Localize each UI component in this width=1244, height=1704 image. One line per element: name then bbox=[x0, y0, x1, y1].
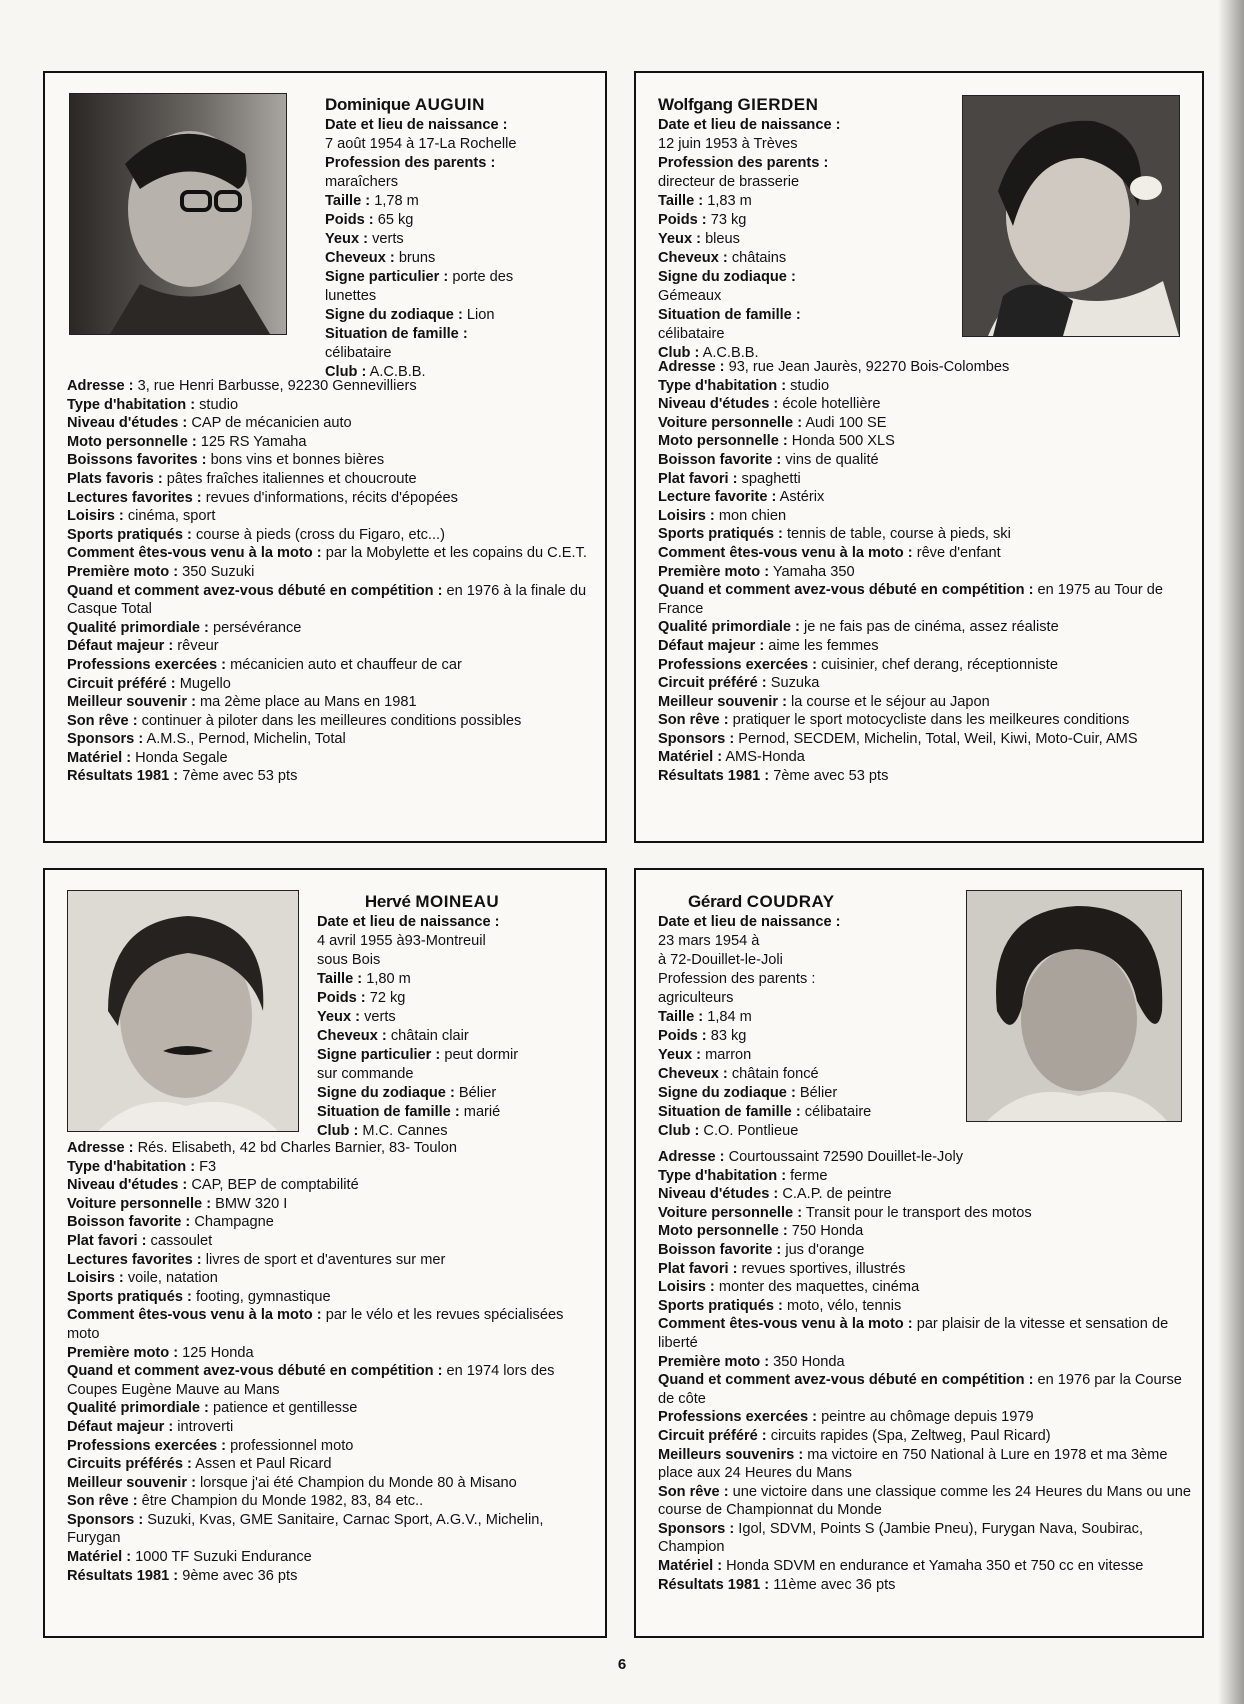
detail-field: Défaut majeur : rêveur bbox=[67, 638, 219, 655]
header-field: 4 avril 1955 à93-Montreuil bbox=[317, 933, 486, 949]
header-field: Club : A.C.B.B. bbox=[325, 364, 426, 380]
detail-field: Sports pratiqués : tennis de table, course à pieds, ski bbox=[658, 526, 1011, 543]
header-field: Date et lieu de naissance : bbox=[325, 117, 508, 133]
header-field: Club : M.C. Cannes bbox=[317, 1123, 448, 1139]
rider-card-coudray bbox=[634, 868, 1204, 1638]
rider-name bbox=[317, 892, 587, 912]
header-field: Signe du zodiaque : bbox=[658, 269, 796, 285]
rider-header bbox=[317, 892, 587, 1141]
detail-field: Sponsors : A.M.S., Pernod, Michelin, Total bbox=[67, 731, 346, 748]
page-number: 6 bbox=[617, 1656, 627, 1673]
rider-details bbox=[658, 1148, 1193, 1594]
detail-field: Première moto : 125 Honda bbox=[67, 1344, 254, 1361]
rider-photo bbox=[69, 93, 287, 335]
detail-field: Matériel : Honda Segale bbox=[67, 749, 228, 766]
detail-field: Niveau d'études : CAP de mécanicien auto bbox=[67, 415, 352, 432]
header-field: Profession des parents : bbox=[658, 155, 829, 171]
detail-field: Boisson favorite : jus d'orange bbox=[658, 1241, 865, 1258]
detail-field: Première moto : 350 Suzuki bbox=[67, 563, 255, 580]
detail-field: Loisirs : voile, natation bbox=[67, 1270, 218, 1287]
detail-field: Comment êtes-vous venu à la moto : par le vélo et les revues spécialisées moto bbox=[67, 1307, 564, 1342]
rider-card-moineau bbox=[43, 868, 607, 1638]
last-name: AUGUIN bbox=[414, 95, 485, 114]
detail-field: Son rêve : pratiquer le sport motocycliste dans les meilkeures conditions bbox=[658, 712, 1130, 729]
detail-field: Son rêve : continuer à piloter dans les meilleures conditions possibles bbox=[67, 712, 522, 729]
header-field: Poids : 72 kg bbox=[317, 990, 406, 1006]
rider-name bbox=[658, 95, 948, 115]
header-field: Signe particulier : porte des bbox=[325, 269, 514, 285]
detail-field: Voiture personnelle : Transit pour le transport des motos bbox=[658, 1204, 1032, 1221]
rider-photo bbox=[966, 890, 1182, 1122]
first-name: Gérard bbox=[688, 892, 742, 911]
header-field: Yeux : verts bbox=[325, 231, 404, 247]
detail-field: Défaut majeur : introverti bbox=[67, 1418, 234, 1435]
detail-field: Matériel : 1000 TF Suzuki Endurance bbox=[67, 1549, 312, 1566]
detail-field: Meilleur souvenir : la course et le séjour au Japon bbox=[658, 693, 990, 710]
detail-field: Qualité primordiale : je ne fais pas de cinéma, assez réaliste bbox=[658, 619, 1059, 636]
detail-field: Type d'habitation : ferme bbox=[658, 1167, 828, 1184]
header-field: Taille : 1,80 m bbox=[317, 971, 411, 987]
header-field: Yeux : verts bbox=[317, 1009, 396, 1025]
detail-field: Meilleurs souvenirs : ma victoire en 750 National à Lure en 1978 et ma 3ème place aux 24 Heures du Mans bbox=[658, 1446, 1168, 1482]
header-field: lunettes bbox=[325, 288, 377, 304]
detail-field: Quand et comment avez-vous débuté en compétition : en 1974 lors des Coupes Eugène Mauve au Mans bbox=[67, 1363, 555, 1398]
page-binding-shadow bbox=[1218, 0, 1244, 1704]
detail-field: Sports pratiqués : course à pieds (cross du Figaro, etc...) bbox=[67, 526, 445, 543]
header-field: 7 août 1954 à 17-La Rochelle bbox=[325, 136, 517, 152]
detail-field: Défaut majeur : aime les femmes bbox=[658, 637, 879, 654]
detail-field: Adresse : Rés. Elisabeth, 42 bd Charles Barnier, 83- Toulon bbox=[67, 1140, 457, 1156]
detail-field: Matériel : Honda SDVM en endurance et Yamaha 350 et 750 cc en vitesse bbox=[658, 1558, 1144, 1575]
header-field: maraîchers bbox=[325, 174, 398, 190]
header-field: Club : C.O. Pontlieue bbox=[658, 1123, 799, 1139]
header-field: agriculteurs bbox=[658, 990, 734, 1006]
detail-field: Qualité primordiale : patience et gentillesse bbox=[67, 1400, 358, 1417]
header-field: Situation de famille : bbox=[658, 307, 801, 323]
detail-field: Adresse : Courtoussaint 72590 Douillet-le-Joly bbox=[658, 1149, 964, 1165]
rider-header bbox=[325, 95, 595, 382]
header-field: célibataire bbox=[325, 345, 392, 361]
header-field: Cheveux : bruns bbox=[325, 250, 436, 266]
header-field: Taille : 1,78 m bbox=[325, 193, 419, 209]
detail-field: Son rêve : une victoire dans une classique comme les 24 Heures du Mans ou une course de Championnat du Monde bbox=[658, 1483, 1191, 1519]
detail-field: Sponsors : Pernod, SECDEM, Michelin, Total, Weil, Kiwi, Moto-Cuir, AMS bbox=[658, 730, 1138, 747]
first-name: Dominique bbox=[325, 95, 411, 114]
header-field: Poids : 83 kg bbox=[658, 1028, 747, 1044]
header-field: Gémeaux bbox=[658, 288, 722, 304]
header-field: Cheveux : châtains bbox=[658, 250, 787, 266]
detail-field: Type d'habitation : studio bbox=[658, 377, 830, 394]
header-field: Cheveux : châtain clair bbox=[317, 1028, 469, 1044]
rider-header bbox=[658, 892, 938, 1141]
detail-field: Niveau d'études : C.A.P. de peintre bbox=[658, 1186, 892, 1203]
detail-field: Meilleur souvenir : ma 2ème place au Mans en 1981 bbox=[67, 694, 417, 711]
detail-field: Première moto : 350 Honda bbox=[658, 1353, 845, 1370]
detail-field: Sports pratiqués : moto, vélo, tennis bbox=[658, 1297, 902, 1314]
header-field: Date et lieu de naissance : bbox=[658, 914, 841, 930]
detail-field: Circuits préférés : Assen et Paul Ricard bbox=[67, 1456, 332, 1473]
detail-field: Boisson favorite : Champagne bbox=[67, 1214, 274, 1231]
detail-field: Niveau d'études : école hotellière bbox=[658, 396, 881, 413]
header-field: à 72-Douillet-le-Joli bbox=[658, 952, 783, 968]
rider-name bbox=[325, 95, 595, 115]
header-field: sous Bois bbox=[317, 952, 381, 968]
detail-field: Circuit préféré : Mugello bbox=[67, 675, 231, 692]
rider-card-auguin bbox=[43, 71, 607, 843]
rider-header bbox=[658, 95, 948, 363]
detail-field: Loisirs : cinéma, sport bbox=[67, 508, 216, 525]
header-field: Profession des parents : bbox=[658, 971, 816, 987]
header-field: directeur de brasserie bbox=[658, 174, 800, 190]
header-field: Yeux : bleus bbox=[658, 231, 740, 247]
detail-field: Sports pratiqués : footing, gymnastique bbox=[67, 1288, 331, 1305]
detail-field: Plats favoris : pâtes fraîches italiennes et choucroute bbox=[67, 470, 417, 487]
header-field: Signe particulier : peut dormir bbox=[317, 1047, 519, 1063]
detail-field: Loisirs : mon chien bbox=[658, 507, 787, 524]
first-name: Wolfgang bbox=[658, 95, 733, 114]
detail-field: Lectures favorites : livres de sport et d'aventures sur mer bbox=[67, 1251, 446, 1268]
detail-field: Loisirs : monter des maquettes, cinéma bbox=[658, 1279, 920, 1296]
detail-field: Résultats 1981 : 7ème avec 53 pts bbox=[67, 768, 298, 785]
header-field: Date et lieu de naissance : bbox=[658, 117, 841, 133]
detail-field: Sponsors : Suzuki, Kvas, GME Sanitaire, Carnac Sport, A.G.V., Michelin, Furygan bbox=[67, 1511, 544, 1547]
detail-field: Voiture personnelle : BMW 320 I bbox=[67, 1195, 288, 1212]
header-field: Situation de famille : marié bbox=[317, 1104, 501, 1120]
detail-field: Meilleur souvenir : lorsque j'ai été Champion du Monde 80 à Misano bbox=[67, 1474, 517, 1491]
detail-field: Quand et comment avez-vous débuté en compétition : en 1976 par la Course de côte bbox=[658, 1372, 1182, 1407]
detail-field: Lectures favorites : revues d'informations, récits d'épopées bbox=[67, 489, 458, 506]
detail-field: Adresse : 93, rue Jean Jaurès, 92270 Bois-Colombes bbox=[658, 359, 1010, 375]
rider-details bbox=[658, 358, 1193, 786]
header-field: 23 mars 1954 à bbox=[658, 933, 760, 949]
last-name: COUDRAY bbox=[746, 892, 835, 911]
header-field: Date et lieu de naissance : bbox=[317, 914, 500, 930]
detail-field: Moto personnelle : 125 RS Yamaha bbox=[67, 433, 307, 450]
rider-photo bbox=[67, 890, 299, 1132]
header-field: Situation de famille : bbox=[325, 326, 468, 342]
detail-field: Voiture personnelle : Audi 100 SE bbox=[658, 414, 887, 431]
detail-field: Résultats 1981 : 7ème avec 53 pts bbox=[658, 768, 889, 785]
detail-field: Comment êtes-vous venu à la moto : par la Mobylette et les copains du C.E.T. bbox=[67, 545, 587, 562]
header-field: Poids : 73 kg bbox=[658, 212, 747, 228]
detail-field: Moto personnelle : 750 Honda bbox=[658, 1223, 864, 1240]
detail-field: Comment êtes-vous venu à la moto : rêve d'enfant bbox=[658, 544, 1001, 561]
header-field: Signe du zodiaque : Lion bbox=[325, 307, 495, 323]
header-field: Taille : 1,83 m bbox=[658, 193, 752, 209]
header-field: Cheveux : châtain foncé bbox=[658, 1066, 819, 1082]
detail-field: Professions exercées : professionnel moto bbox=[67, 1437, 354, 1454]
rider-details bbox=[67, 1139, 592, 1585]
detail-field: Boissons favorites : bons vins et bonnes bières bbox=[67, 452, 385, 469]
detail-field: Boisson favorite : vins de qualité bbox=[658, 451, 879, 468]
last-name: MOINEAU bbox=[415, 892, 500, 911]
rider-name bbox=[658, 892, 938, 912]
detail-field: Quand et comment avez-vous débuté en compétition : en 1975 au Tour de France bbox=[658, 582, 1164, 617]
detail-field: Type d'habitation : studio bbox=[67, 396, 239, 413]
detail-field: Niveau d'études : CAP, BEP de comptabilité bbox=[67, 1177, 359, 1194]
header-field: Situation de famille : célibataire bbox=[658, 1104, 872, 1120]
detail-field: Lecture favorite : Astérix bbox=[658, 489, 825, 506]
detail-field: Matériel : AMS-Honda bbox=[658, 749, 805, 766]
header-field: Yeux : marron bbox=[658, 1047, 752, 1063]
header-field: Signe du zodiaque : Bélier bbox=[317, 1085, 497, 1101]
detail-field: Professions exercées : mécanicien auto et chauffeur de car bbox=[67, 656, 462, 673]
detail-field: Professions exercées : peintre au chômage depuis 1979 bbox=[658, 1409, 1034, 1426]
detail-field: Adresse : 3, rue Henri Barbusse, 92230 Gennevilliers bbox=[67, 378, 417, 394]
detail-field: Type d'habitation : F3 bbox=[67, 1158, 217, 1175]
detail-field: Comment êtes-vous venu à la moto : par plaisir de la vitesse et sensation de liberté bbox=[658, 1316, 1169, 1351]
header-field: Taille : 1,84 m bbox=[658, 1009, 752, 1025]
header-field: sur commande bbox=[317, 1066, 414, 1082]
detail-field: Plat favori : revues sportives, illustrés bbox=[658, 1260, 906, 1277]
header-field: Poids : 65 kg bbox=[325, 212, 414, 228]
detail-field: Circuit préféré : circuits rapides (Spa, Zeltweg, Paul Ricard) bbox=[658, 1427, 1051, 1444]
detail-field: Résultats 1981 : 11ème avec 36 pts bbox=[658, 1576, 896, 1593]
detail-field: Sponsors : Igol, SDVM, Points S (Jambie Pneu), Furygan Nava, Soubirac, Champion bbox=[658, 1520, 1144, 1556]
rider-details bbox=[67, 377, 592, 786]
first-name: Hervé bbox=[364, 892, 411, 911]
rider-photo bbox=[962, 95, 1180, 337]
detail-field: Résultats 1981 : 9ème avec 36 pts bbox=[67, 1567, 298, 1584]
detail-field: Quand et comment avez-vous débuté en compétition : en 1976 à la finale du Casque Total bbox=[67, 582, 587, 618]
detail-field: Qualité primordiale : persévérance bbox=[67, 619, 302, 636]
header-field: Signe du zodiaque : Bélier bbox=[658, 1085, 838, 1101]
header-field: 12 juin 1953 à Trèves bbox=[658, 136, 798, 152]
detail-field: Plat favori : cassoulet bbox=[67, 1232, 213, 1249]
detail-field: Première moto : Yamaha 350 bbox=[658, 563, 855, 580]
detail-field: Moto personnelle : Honda 500 XLS bbox=[658, 433, 895, 450]
detail-field: Professions exercées : cuisinier, chef derang, réceptionniste bbox=[658, 656, 1058, 673]
header-field: Club : A.C.B.B. bbox=[658, 345, 759, 361]
detail-field: Circuit préféré : Suzuka bbox=[658, 675, 820, 692]
detail-field: Plat favori : spaghetti bbox=[658, 470, 801, 487]
rider-card-gierden bbox=[634, 71, 1204, 843]
header-field: célibataire bbox=[658, 326, 725, 342]
last-name: GIERDEN bbox=[737, 95, 819, 114]
header-field: Profession des parents : bbox=[325, 155, 496, 171]
detail-field: Son rêve : être Champion du Monde 1982, 83, 84 etc.. bbox=[67, 1493, 424, 1510]
